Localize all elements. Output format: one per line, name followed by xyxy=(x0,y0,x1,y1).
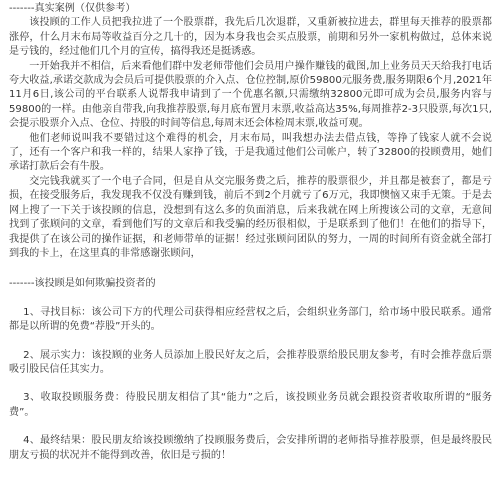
case-paragraph: 交完钱我就买了一个电子合同，但是自从交完服务费之后，推荐的股票很少，并且都是被套了，都是亏损，在接受服务后，我发现我不仅没有赚到钱，前后不到2个月就亏了6万元，我即懊恼又束手无策。于是去网上搜了一下关于该投顾的信息，没想到有这么多的负面消息，后来我就在网上所搜该公司的文章，无意间找到了张顾问的文章，看到他们写的文章后和我受骗的经历很相似，于是联系到了他们！在他们的指导下，我提供了在该公司的操作证据，和老师带单的证据！经过张顾问团队的努力，一周的时间所有资金就全部打到我的卡上，在这里真的非常感谢张顾问， xyxy=(9,175,492,259)
case-paragraph: 该投顾的工作人员把我拉进了一个股票群，我先后几次退群，又重新被拉进去，群里每天推荐的股票都涨停，什么月末布局等收益百分之几十的，因为本身我也会买点股票，前期和另外一家机构做过，总体来说是亏钱的，经过他们几个月的宣传，搞得我还是挺诱惑。 xyxy=(9,17,492,58)
item-spacer xyxy=(9,335,492,349)
method-item: 1、寻找目标：该公司下方的代理公司获得相应经营权之后，会组织业务部门，给市场中股民联系。通常都是以所谓的免费“荐股”开头的。 xyxy=(9,306,492,333)
case-paragraph: 一开始我并不相信，后来看他们群中发老师带他们会员用户操作赚钱的截图,加上业务员天天给我打电话夸大收益,承诺交款成为会员后可提供股票的介入点、仓位控制,原价59800元服务费,服务期限6个月,2021年11月6日,该公司的平台联系人说帮我申请到了一个优惠名额,只需缴纳32800元即可成为会员,服务内容与59800的一样。由他亲自带我,向我推荐股票,每月底布置月末票,收益高达35%,每周推荐2-3只股票,每次1只,会提示股票介入点、仓位、持股的时间等信息,每周末还会体检周末票,收益可观。 xyxy=(9,60,492,130)
case-section-heading: -------真实案例（仅供参考） xyxy=(9,3,136,14)
method-section-heading: -------该投顾是如何欺骗投资者的 xyxy=(9,278,156,290)
case-paragraph: 他们老师说叫我不要错过这个难得的机会，月末布局，叫我想办法去借点钱，等挣了钱家人就不会说了，还有一个客户和我一样的，结果人家挣了钱，于是我通过他们公司帐户，转了32800的投顾费用，她们承诺打款后会有牛股。 xyxy=(9,132,492,173)
method-item: 3、收取投顾服务费：待股民朋友相信了其“能力”之后，该投顾业务员就会跟投资者收取所谓的“服务费”。 xyxy=(9,392,492,418)
item-spacer xyxy=(9,377,492,391)
section-spacer xyxy=(9,292,492,306)
method-item: 2、展示实力：该投顾的业务人员添加上股民好友之后，会推荐股票给股民朋友参考，有时会推荐盘后票吸引股民信任其实力。 xyxy=(9,349,492,375)
item-spacer xyxy=(9,420,492,434)
section-spacer xyxy=(9,261,492,275)
method-item: 4、最终结果：股民朋友给该投顾缴纳了投顾服务费后，会安排所谓的老师指导推荐股票，但是最终股民朋友亏损的状况并不能得到改善，依旧是亏损的！ xyxy=(9,435,492,461)
